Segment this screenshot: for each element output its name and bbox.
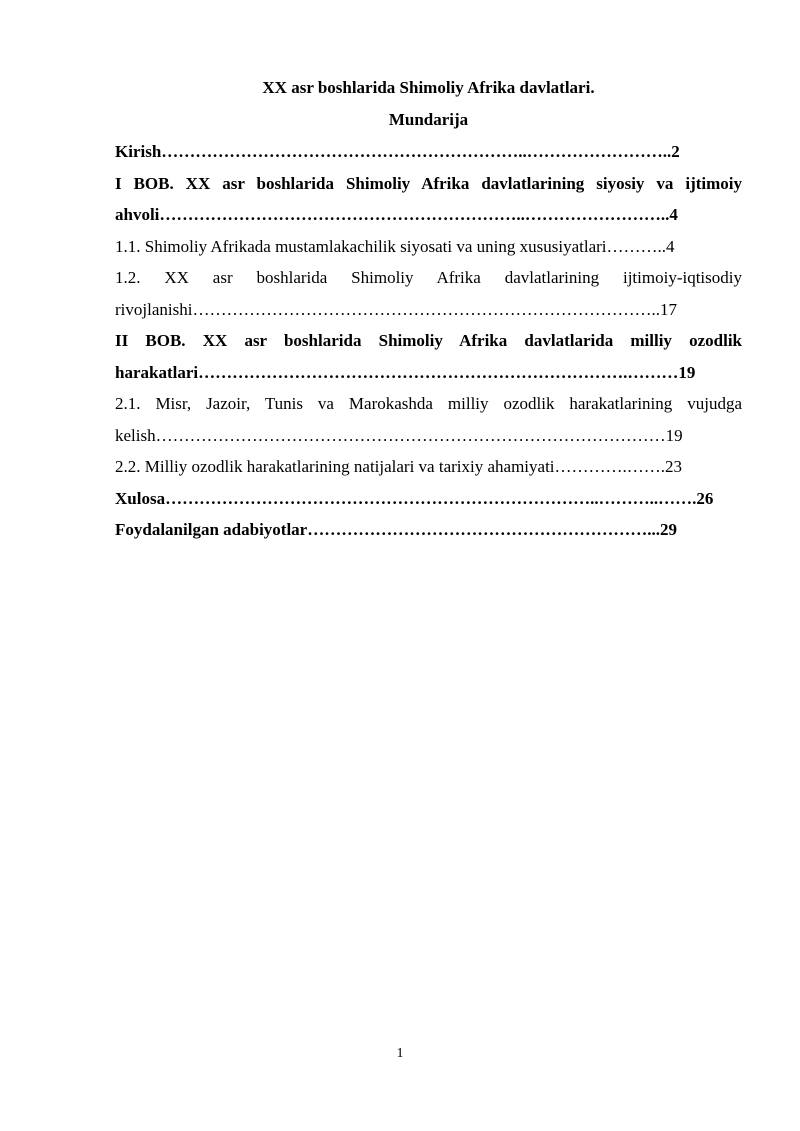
toc-entry-section-2-1-line2: kelish………………………………………………………………………………19: [115, 425, 683, 445]
toc-entry-chapter-2-line1: II BOB. XX asr boshlarida Shimoliy Afrika davlatlarida milliy ozodlik: [115, 331, 742, 350]
toc-entry-kirish-text: Kirish………………………………………………………..……………………..2: [115, 142, 680, 161]
toc-heading: Mundarija: [388, 110, 469, 129]
toc-entry-section-2-2: [115, 451, 742, 483]
toc-entry-section-1-2: [115, 262, 742, 325]
document-title: XX asr boshlarida Shimoliy Afrika davlatlari.: [262, 78, 595, 97]
toc-entry-chapter-2: [115, 325, 742, 388]
toc-entry-section-2-2-text: 2.2. Milliy ozodlik harakatlarining natijalari va tarixiy ahamiyati………….…….23: [115, 457, 683, 476]
toc-entry-chapter-1-line1: I BOB. XX asr boshlarida Shimoliy Afrika davlatlarining siyosiy va ijtimoiy: [115, 173, 742, 193]
page-number: 1: [396, 1046, 404, 1061]
toc-entry-references: [115, 514, 742, 546]
toc-entry-references-text: Foydalanilgan adabiyotlar……………………………………………………...29: [115, 520, 677, 539]
toc-entry-chapter-1: [115, 168, 742, 231]
toc-entry-chapter-2-line2: harakatlari………………………………………………………………….………19: [115, 362, 696, 382]
toc-entry-section-1-2-line2: rivojlanishi………………………………………………………………………..17: [115, 299, 677, 319]
document-page: [115, 76, 742, 546]
toc-entry-section-2-1-line1: 2.1. Misr, Jazoir, Tunis va Marokashda milliy ozodlik harakatlarining vujudga: [115, 394, 742, 413]
toc-entry-kirish: [115, 136, 742, 168]
toc-entry-section-1-2-line1: 1.2. XX asr boshlarida Shimoliy Afrika davlatlarining ijtimoiy-iqtisodiy: [115, 268, 742, 287]
toc-entry-chapter-1-line2: ahvoli………………………………………………………..……………………..4: [115, 205, 678, 224]
table-of-contents: [115, 136, 742, 546]
toc-entry-section-1-1-text: 1.1. Shimoliy Afrikada mustamlakachilik siyosati va uning xususiyatlari………..4: [115, 236, 675, 256]
toc-entry-xulosa: [115, 483, 742, 515]
toc-entry-xulosa-text: Xulosa…………………………………………………………………..………..…….26: [115, 488, 714, 508]
toc-entry-section-1-1: [115, 231, 742, 263]
toc-entry-section-2-1: [115, 388, 742, 451]
